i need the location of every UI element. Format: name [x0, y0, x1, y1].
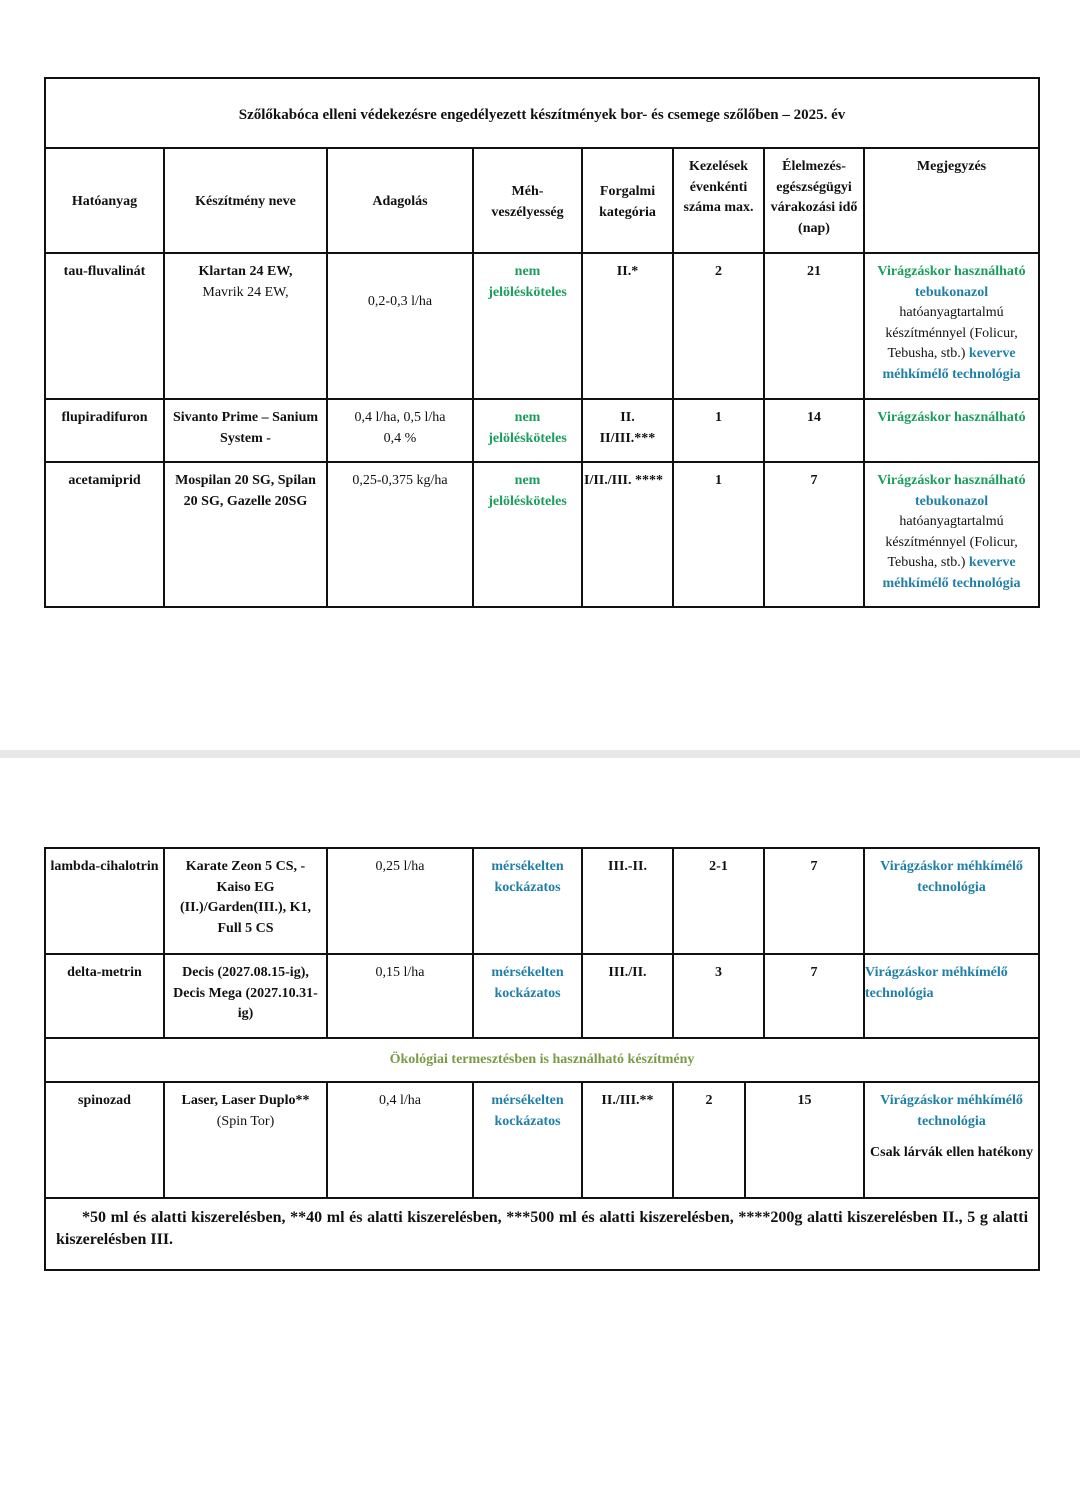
cell-meh: mérsékelten kockázatos [473, 954, 582, 1038]
cell-elelmezes: 7 [764, 462, 864, 607]
cell-elelmezes: 7 [764, 848, 864, 954]
cell-adagolas: 0,4 l/ha [327, 1082, 473, 1198]
note-tebukonazol: tebukonazol [914, 284, 989, 300]
cell-hatoanyag: acetamiprid [45, 462, 164, 607]
cell-forgalmi: II.* [582, 253, 673, 399]
cell-kezelesek: 1 [673, 399, 764, 462]
table-row [45, 399, 1039, 462]
note-larvae: Csak lárvák ellen hatékony [870, 1145, 1033, 1160]
cell-kezelesek: 3 [673, 954, 764, 1038]
cell-forgalmi: III.-II. [582, 848, 673, 954]
table-row [45, 1082, 1039, 1198]
cell-hatoanyag: lambda-cihalotrin [45, 848, 164, 954]
table-title: Szőlőkabóca elleni védekezésre engedélyezett készítmények bor- és csemege szőlőben – 2025. év [45, 78, 1039, 148]
note-technology: keverve méhkímélő technológia [882, 555, 1021, 591]
cell-adagolas: 0,15 l/ha [327, 954, 473, 1038]
cell-keszitmeny: Decis (2027.08.15-ig), Decis Mega (2027.10.31-ig) [164, 954, 327, 1038]
dose-1: 0,4 l/ha, 0,5 l/ha [354, 410, 446, 425]
cell-forgalmi: II./III.** [582, 1082, 673, 1198]
header-megjegyzes: Megjegyzés [864, 148, 1039, 253]
header-kezelesek: Kezelések évenkénti száma max. [673, 148, 764, 253]
table-row [45, 462, 1039, 607]
category-2: II/III.*** [599, 430, 656, 446]
dose-2: 0,4 % [383, 430, 417, 446]
cell-meh: nem jelölésköteles [473, 462, 582, 607]
table-header-row [45, 148, 1039, 253]
note-usage: Virágzáskor használható [877, 473, 1026, 488]
table-row [45, 848, 1039, 954]
footnote-text: *50 ml és alatti kiszerelésben, **40 ml és alatti kiszerelésben, ***500 ml és alatti kiszerelésben, ****200g alatti kiszerelésben II., 5 g alatti kiszerelésben III. [56, 1209, 1029, 1248]
header-hatoanyag: Hatóanyag [45, 148, 164, 253]
product-bold: Laser, Laser Duplo** [181, 1093, 310, 1108]
cell-meh: mérsékelten kockázatos [473, 1082, 582, 1198]
cell-kezelesek: 2-1 [673, 848, 764, 954]
eco-section-label: Ökológiai termesztésben is használható készítmény [45, 1038, 1039, 1082]
cell-megjegyzes: Virágzáskor méhkímélő technológia [864, 848, 1039, 954]
cell-elelmezes: 21 [764, 253, 864, 399]
cell-meh: nem jelölésköteles [473, 253, 582, 399]
cell-megjegyzes [864, 253, 1039, 399]
cell-forgalmi: III./II. [582, 954, 673, 1038]
cell-keszitmeny: Mospilan 20 SG, Spilan 20 SG, Gazelle 20SG [164, 462, 327, 607]
cell-adagolas [327, 399, 473, 462]
header-meh: Méh-veszélyesség [473, 148, 582, 253]
cell-adagolas: 0,25 l/ha [327, 848, 473, 954]
note-preparation: hatóanyagtartalmú készítménnyel (Folicur, Tebusha, stb.) [885, 514, 1018, 570]
cell-keszitmeny: Karate Zeon 5 CS, - Kaiso EG (II.)/Garden(III.), K1, Full 5 CS [164, 848, 327, 954]
note-technology: Virágzáskor méhkímélő technológia [880, 1093, 1023, 1129]
page-divider [0, 750, 1080, 758]
header-forgalmi: Forgalmi kategória [582, 148, 673, 253]
pesticide-table-top [44, 77, 1040, 608]
note-tebukonazol: tebukonazol [914, 493, 989, 509]
product-normal: (Spin Tor) [216, 1113, 275, 1129]
cell-hatoanyag: delta-metrin [45, 954, 164, 1038]
footnote [45, 1198, 1039, 1270]
cell-meh: nem jelölésköteles [473, 399, 582, 462]
cell-kezelesek: 1 [673, 462, 764, 607]
product-bold: Klartan 24 EW, [198, 264, 293, 279]
note-technology: keverve méhkímélő technológia [882, 346, 1021, 382]
table-row [45, 253, 1039, 399]
cell-forgalmi: I/II./III. **** [582, 462, 673, 607]
cell-megjegyzes [864, 462, 1039, 607]
cell-kezelesek: 2 [673, 253, 764, 399]
cell-meh: mérsékelten kockázatos [473, 848, 582, 954]
cell-megjegyzes: Virágzáskor méhkímélő technológia [864, 954, 1039, 1038]
cell-elelmezes: 7 [764, 954, 864, 1038]
cell-forgalmi [582, 399, 673, 462]
cell-elelmezes: 14 [764, 399, 864, 462]
cell-hatoanyag: spinozad [45, 1082, 164, 1198]
eco-section-row [45, 1038, 1039, 1082]
cell-megjegyzes [864, 1082, 1039, 1198]
header-elelmezes: Élelmezés-egészségügyi várakozási idő (nap) [764, 148, 864, 253]
cell-keszitmeny: Sivanto Prime – Sanium System - [164, 399, 327, 462]
cell-hatoanyag: tau-fluvalinát [45, 253, 164, 399]
cell-megjegyzes: Virágzáskor használható [864, 399, 1039, 462]
table-row [45, 954, 1039, 1038]
cell-keszitmeny [164, 1082, 327, 1198]
cell-hatoanyag: flupiradifuron [45, 399, 164, 462]
cell-adagolas: 0,25-0,375 kg/ha [327, 462, 473, 607]
note-usage: Virágzáskor használható [877, 264, 1026, 279]
product-normal: Mavrik 24 EW, [202, 284, 289, 300]
cell-keszitmeny [164, 253, 327, 399]
cell-elelmezes: 15 [745, 1082, 864, 1198]
cell-adagolas: 0,2-0,3 l/ha [327, 253, 473, 399]
category-1: II. [620, 410, 635, 425]
footnote-row [45, 1198, 1039, 1270]
pesticide-table-bottom [44, 847, 1040, 1271]
note-preparation: hatóanyagtartalmú készítménnyel (Folicur, Tebusha, stb.) [885, 305, 1018, 361]
cell-kezelesek: 2 [673, 1082, 745, 1198]
header-keszitmeny: Készítmény neve [164, 148, 327, 253]
header-adagolas: Adagolás [327, 148, 473, 253]
